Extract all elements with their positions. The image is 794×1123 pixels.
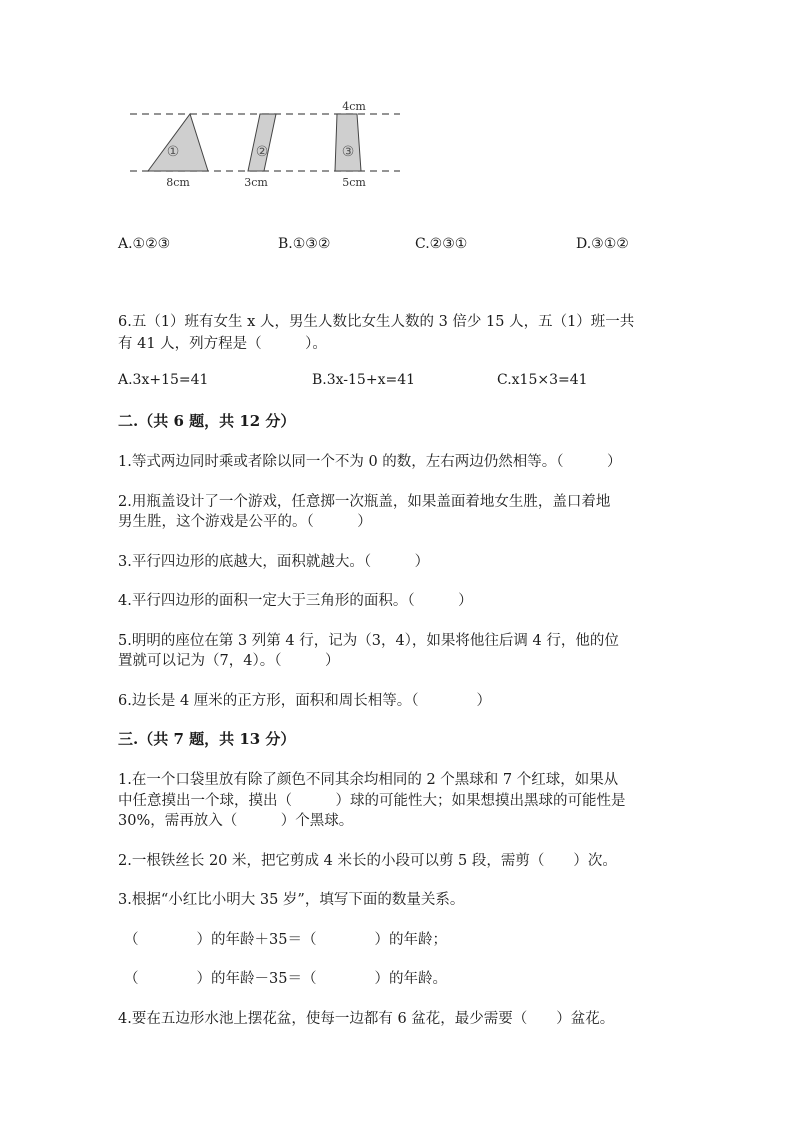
q5-option-b: B.①③②: [278, 236, 331, 252]
s2-q2-line-2: 男生胜，这个游戏是公平的。（ ）: [118, 514, 372, 530]
s2-q4: 4.平行四边形的面积一定大于三角形的面积。（ ）: [118, 593, 473, 609]
q6-option-a: A.3x+15=41: [118, 372, 209, 388]
q5-option-a: A.①②③: [118, 236, 171, 252]
triangle-shape: [148, 114, 208, 171]
s3-q3-blank-1: （ ）的年龄＋35＝（ ）的年龄；: [124, 932, 447, 948]
q6-line-2: 有 41 人，列方程是（ ）。: [118, 336, 327, 352]
s2-q5-line-2: 置就可以记为（7，4）。（ ）: [118, 653, 340, 669]
q6-option-c: C.x15×3=41: [497, 372, 588, 388]
s3-q1-line-2: 中任意摸出一个球，摸出（ ）球的可能性大；如果想摸出黑球的可能性是: [118, 793, 626, 809]
q5-option-d: D.③①②: [576, 236, 629, 252]
parallelogram-shape: [248, 114, 276, 171]
s2-q5-line-1: 5.明明的座位在第 3 列第 4 行，记为（3，4），如果将他往后调 4 行，他的位: [118, 633, 619, 649]
shape-label-3: ③: [341, 144, 355, 160]
s3-q2: 2.一根铁丝长 20 米，把它剪成 4 米长的小段可以剪 5 段，需剪（ ）次。: [118, 853, 617, 869]
s2-q3: 3.平行四边形的底越大，面积就越大。（ ）: [118, 554, 430, 570]
shapes-figure: [128, 96, 408, 196]
shape-label-1: ①: [166, 144, 180, 160]
s2-q1: 1.等式两边同时乘或者除以同一个不为 0 的数，左右两边仍然相等。（ ）: [118, 454, 622, 470]
bottom-length-label-1: 8cm: [166, 176, 190, 189]
s2-q2-line-1: 2.用瓶盖设计了一个游戏，任意掷一次瓶盖，如果盖面着地女生胜，盖口着地: [118, 494, 611, 510]
q6-option-b: B.3x-15+x=41: [312, 372, 416, 388]
trapezoid-shape: [335, 114, 361, 171]
s3-q3: 3.根据“小红比小明大 35 岁”，填写下面的数量关系。: [118, 892, 465, 908]
s3-q1-line-3: 30%，需再放入（ ）个黑球。: [118, 813, 354, 829]
q5-option-c: C.②③①: [415, 236, 468, 252]
section-2-title: 二.（共 6 题，共 12 分）: [118, 412, 296, 430]
q6-line-1: 6.五（1）班有女生 x 人，男生人数比女生人数的 3 倍少 15 人，五（1）班一共: [118, 314, 635, 330]
s3-q1-line-1: 1.在一个口袋里放有除了颜色不同其余均相同的 2 个黑球和 7 个红球，如果从: [118, 772, 619, 788]
top-length-label: 4cm: [342, 100, 366, 113]
bottom-length-label-2: 3cm: [244, 176, 268, 189]
s3-q4: 4.要在五边形水池上摆花盆，使每一边都有 6 盆花，最少需要（ ）盆花。: [118, 1011, 615, 1027]
shape-label-2: ②: [255, 144, 269, 160]
bottom-length-label-3: 5cm: [342, 176, 366, 189]
section-3-title: 三.（共 7 题，共 13 分）: [118, 730, 296, 748]
s2-q6: 6.边长是 4 厘米的正方形，面积和周长相等。（ ）: [118, 693, 492, 709]
s3-q3-blank-2: （ ）的年龄－35＝（ ）的年龄。: [124, 971, 447, 987]
